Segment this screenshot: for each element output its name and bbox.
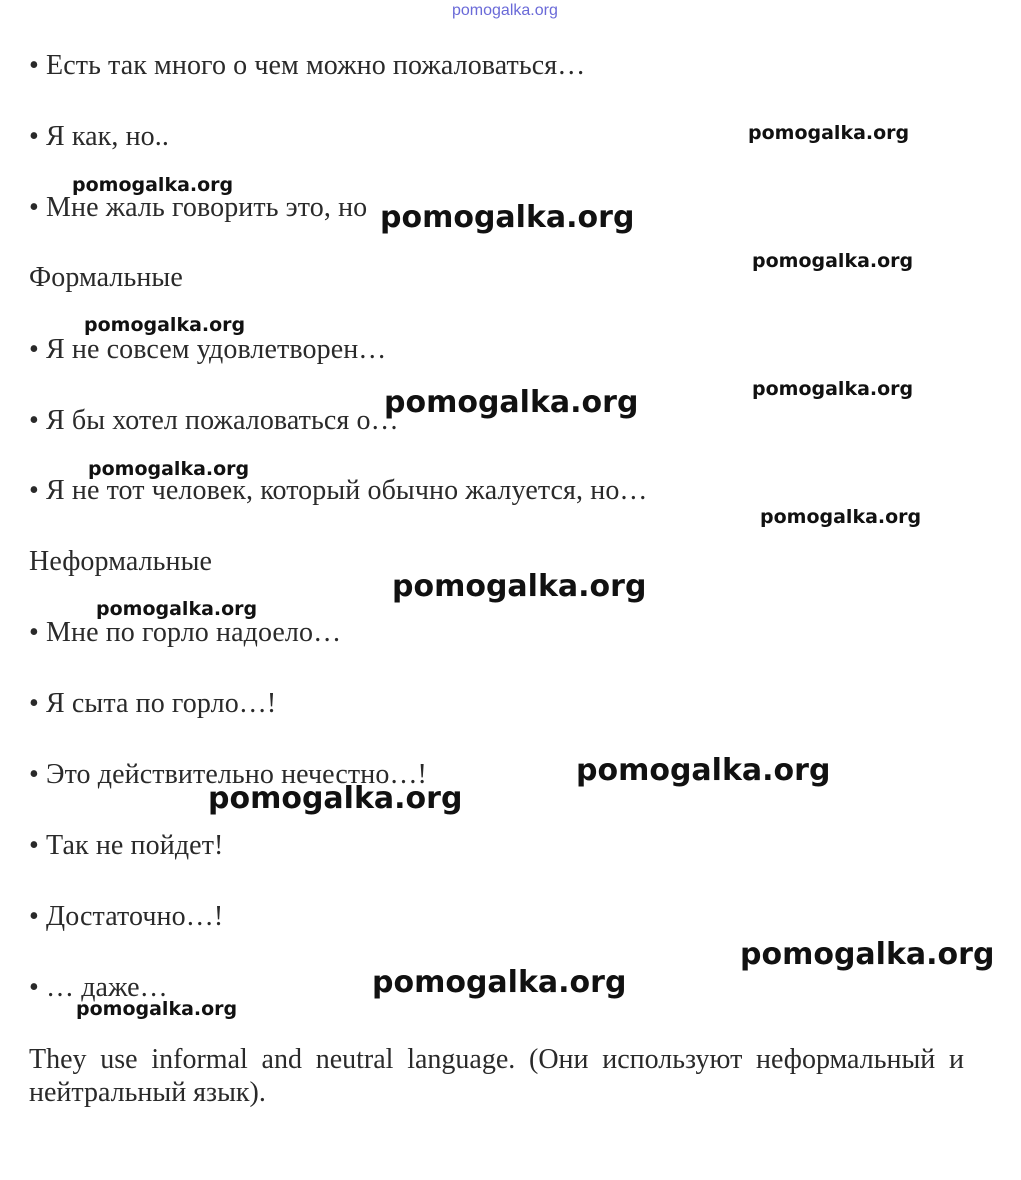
phrase-line: • Мне по горло надоело… xyxy=(29,617,342,648)
phrase-line: • Я сыта по горло…! xyxy=(29,688,277,719)
phrase-line: • Я не тот человек, который обычно жалуется, но… xyxy=(29,475,648,506)
section-heading-informal: Неформальные xyxy=(29,546,213,577)
watermark: pomogalka.org xyxy=(380,200,635,235)
watermark: pomogalka.org xyxy=(752,378,914,400)
watermark: pomogalka.org xyxy=(72,174,234,196)
watermark: pomogalka.org xyxy=(740,937,995,972)
site-header-watermark: pomogalka.org xyxy=(452,2,558,19)
watermark: pomogalka.org xyxy=(760,506,922,528)
watermark: pomogalka.org xyxy=(576,753,831,788)
phrase-line: • Достаточно…! xyxy=(29,901,224,932)
summary-paragraph: They use informal and neutral language. (Они используют неформальный и нейтральный язык). xyxy=(29,1044,964,1108)
watermark: pomogalka.org xyxy=(392,569,647,604)
phrase-line: • Я не совсем удовлетворен… xyxy=(29,334,387,365)
watermark: pomogalka.org xyxy=(372,965,627,1000)
watermark: pomogalka.org xyxy=(384,385,639,420)
watermark: pomogalka.org xyxy=(84,314,246,336)
phrase-line: • Есть так много о чем можно пожаловаться… xyxy=(29,50,586,81)
phrase-line: • Это действительно нечестно…! xyxy=(29,759,427,790)
watermark: pomogalka.org xyxy=(748,122,910,144)
phrase-line: • Так не пойдет! xyxy=(29,830,224,861)
phrase-line: • Я бы хотел пожаловаться о… xyxy=(29,405,399,436)
phrase-line: • Я как, но.. xyxy=(29,121,169,152)
phrase-line: • Мне жаль говорить это, но xyxy=(29,192,368,223)
watermark: pomogalka.org xyxy=(88,458,250,480)
watermark: pomogalka.org xyxy=(96,598,258,620)
section-heading-formal: Формальные xyxy=(29,262,183,293)
phrase-line: • … даже… xyxy=(29,972,168,1003)
watermark: pomogalka.org xyxy=(208,781,463,816)
watermark: pomogalka.org xyxy=(752,250,914,272)
watermark: pomogalka.org xyxy=(76,998,238,1020)
